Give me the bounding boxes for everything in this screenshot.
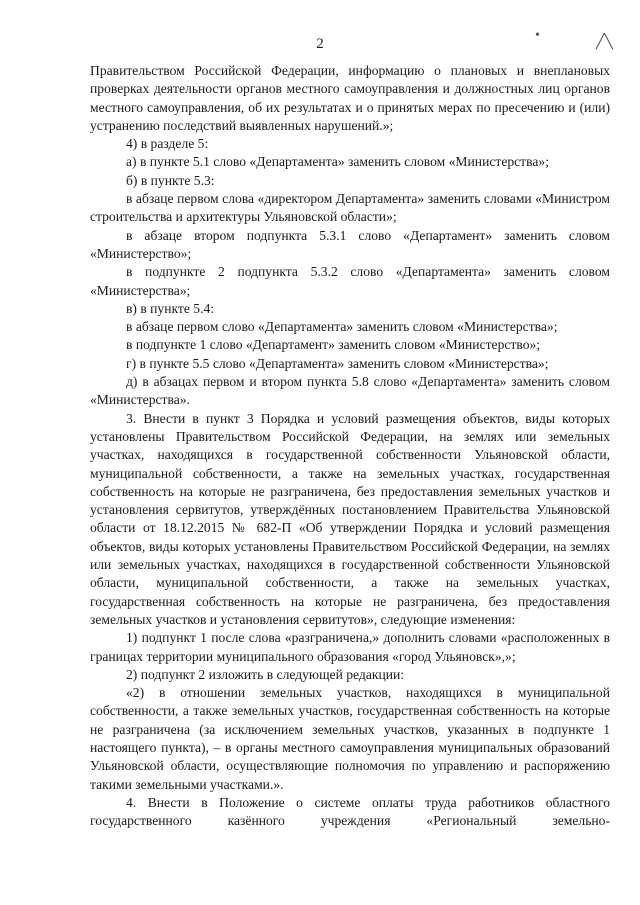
paragraph: д) в абзацах первом и втором пункта 5.8 слово «Департамента» заменить словом «Министерства». [90, 374, 610, 408]
paragraph: в) в пункте 5.4: [126, 300, 215, 316]
document-body [90, 62, 610, 830]
paragraph: Правительством Российской Федерации, информацию о плановых и внеплановых проверках деятельности органов местного самоуправления и должностных лиц органов местного самоуправления, об их результатах и о принятых мерах по пресечению и (или) устранению последствий выявленных нарушений.»; [90, 63, 610, 133]
paragraph: в подпункте 2 подпункта 5.3.2 слово «Департамента» заменить словом «Министерства»; [90, 264, 610, 298]
page-number: 2 [316, 36, 324, 52]
paragraph: 4) в разделе 5: [126, 136, 209, 152]
scan-dot-mark: • [535, 28, 540, 43]
paragraph: в абзаце втором подпункта 5.3.1 слово «Департамент» заменить словом «Министерство»; [90, 227, 610, 261]
paragraph: а) в пункте 5.1 слово «Департамента» заменить словом «Министерства»; [126, 154, 549, 170]
paragraph: б) в пункте 5.3: [126, 172, 215, 188]
paragraph: в абзаце первом слово «Департамента» заменить словом «Министерства»; [126, 319, 558, 335]
paragraph: 4. Внести в Положение о системе оплаты труда работников областного государственного казённого учреждения «Региональный земельно- [90, 794, 610, 829]
paragraph: 1) подпункт 1 после слова «разграничена,» дополнить словами «расположенных в границах территории муниципального образования «город Ульяновск»,»; [90, 630, 610, 664]
paragraph: 3. Внести в пункт 3 Порядка и условий размещения объектов, виды которых установлены Правительством Российской Федерации, на землях или земельных участках, находящихся в государственной собственности Ульяновской области, муниципальной собственности, а также на земельных участках, государственная собственность на которые не разграничена, без предоставления земельных участков и установления сервитутов, утверждённых постановлением Правительства Ульяновской области от 18.12.2015 № 682-П «Об утверждении Порядка и условий размещения объектов, виды которых установлены Правительством Российской Федерации, на землях или земельных участках, находящихся в государственной собственности Ульяновской области, муниципальной собственности, а также на земельных участках, государственная собственность на которые не разграничена, без предоставления земельных участков и установления сервитутов», следующие изменения: [90, 410, 610, 627]
paragraph: г) в пункте 5.5 слово «Департамента» заменить словом «Министерства»; [126, 355, 549, 371]
paragraph: в абзаце первом слова «директором Департамента» заменить словами «Министром строительства и архитектуры Ульяновской области»; [90, 191, 610, 225]
paragraph: в подпункте 1 слово «Департамент» заменить словом «Министерство»; [126, 337, 541, 353]
paragraph: 2) подпункт 2 изложить в следующей редакции: [126, 666, 405, 682]
paragraph: «2) в отношении земельных участков, находящихся в муниципальной собственности, а также земельных участков, государственная собственность на которые не разграничена (за исключением земельных участков, указанных в подпункте 1 настоящего пункта), – в органы местного самоуправления муниципальных образований Ульяновской области, осуществляющие полномочия по управлению и распоряжению такими земельными участками.». [90, 685, 610, 792]
scan-tick-mark: ╱╲ [596, 35, 613, 50]
